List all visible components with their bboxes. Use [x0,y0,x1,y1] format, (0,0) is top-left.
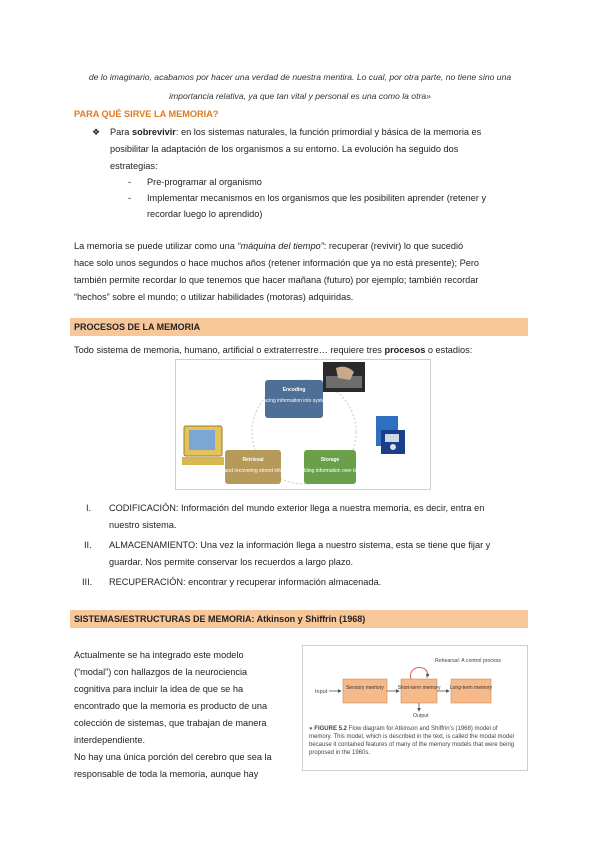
diagram-svg [176,360,430,489]
systems-line: Actualmente se ha integrado este modelo [74,650,244,660]
systems-line: encontrado que la memoria es producto de una [74,701,268,711]
storage-node [304,450,356,484]
memory-process-diagram [175,359,431,490]
long-term-memory-label: Long-term memory [449,685,493,691]
bullet-line-3: estrategias: [110,161,158,171]
encoding-title: Encoding [282,387,306,393]
paragraph-line-1: La memoria se puede utilizar como una “máquina del tiempo”: recuperar (revivir) lo que sucedió [74,241,464,251]
long-term-memory-box [451,679,491,703]
modal-model-svg [303,646,527,718]
processes-intro: Todo sistema de memoria, humano, artificial o extraterrestre… requiere tres procesos o estadios: [74,345,473,355]
section-band-processes: PROCESOS DE LA MEMORIA [70,318,528,336]
quote-line-1: de lo imaginario, acabamos por hacer una verdad de nuestra mentira. Lo cual, por otra parte, no tiene sino una [88,72,512,82]
bullet-symbol: ❖ [92,127,101,137]
sensory-memory-label: Sensory memory [346,685,384,691]
input-label: Input [315,689,328,695]
short-term-memory-box [401,679,437,703]
quote-line-2: importancia relativa, ya que tan vital y personal es una como la otra» [169,91,431,101]
encoding-sub: (Placing information into system) [257,398,331,404]
storage-title: Storage [320,457,340,463]
list-item-cont: nuestro sistema. [109,520,177,530]
paragraph-line-3: también permite recordar lo que tenemos que hacer mañana (futuro) por ejemplo; también recordar [74,275,479,285]
bullet-line-2: posibilitar la adaptación de los organismos a su entorno. La evolución ha seguido dos [110,144,459,154]
list-item-line: CODIFICACIÓN: Información del mundo exterior llega a nuestra memoria, es decir, entra en [109,503,485,513]
strategy-item: Pre-programar al organismo [147,177,262,187]
systems-line: No hay una única porción del cerebro que sea la [74,752,272,762]
keyboard-hand-image [323,362,365,392]
strategy-item-cont: recordar luego lo aprendido) [147,209,263,219]
figure-caption: ● FIGURE 5.2 Flow diagram for Atkinson and Shiffrin’s (1968) model of memory. This model, which is described in the text, is called the modal model because it contained features of many of the memory models that were being proposed in the 1960s. [309,726,515,756]
list-item-cont: guardar. Nos permite conservar los recuerdos a largo plazo. [109,557,354,567]
systems-line: colección de sistemas, que trabajan de manera [74,718,267,728]
short-term-memory-label: Short-term memory [397,685,441,691]
strategy-item: Implementar mecanismos en los organismos que les posibiliten aprender (retener y [147,193,487,203]
storage-sub: (Holding information over time) [295,468,365,474]
list-number: II. [84,540,92,550]
modal-model-figure [302,645,528,771]
list-item-line: RECUPERACIÓN: encontrar y recuperar información almacenada. [109,577,382,587]
sensory-memory-box [343,679,387,703]
section-band-systems: SISTEMAS/ESTRUCTURAS DE MEMORIA: Atkinson y Shiffrin (1968) [70,610,528,628]
paragraph-line-2: hace solo unos segundos o hace muchos años (retener información que ya no está presente); Pero [74,258,480,268]
rehearsal-loop-arrow [411,667,428,679]
systems-line: (“modal”) con hallazgos de la neurociencia [74,667,248,677]
list-number: III. [82,577,93,587]
file-cabinet-image [376,416,405,454]
retrieval-sub: (Finding and recovering stored information) [205,468,301,474]
strategy-dash: - [128,193,132,203]
computer-monitor-image [182,426,224,465]
bullet-line-1: Para sobrevivir: en los sistemas naturales, la función primordial y básica de la memoria es [110,127,482,137]
rehearsal-label: Rehearsal: A control process [435,658,502,664]
systems-line: interdependiente. [74,735,146,745]
systems-line: cognitiva para incluir la idea de que se ha [74,684,244,694]
systems-line: responsable de toda la memoria, aunque hay [74,769,259,779]
retrieval-node [225,450,281,484]
retrieval-title: Retrieval [242,457,264,463]
strategy-dash: - [128,177,132,187]
list-number: I. [86,503,92,513]
bullet-bold: sobrevivir [131,127,176,137]
section-title-purpose: PARA QUÉ SIRVE LA MEMORIA? [74,109,219,119]
paragraph-line-4: “hechos” sobre el mundo; o utilizar habilidades (motoras) adquiridas. [74,292,354,302]
list-item-line: ALMACENAMIENTO: Una vez la información llega a nuestro sistema, esta se tiene que fijar y [109,540,491,550]
output-label: Output [413,713,429,718]
